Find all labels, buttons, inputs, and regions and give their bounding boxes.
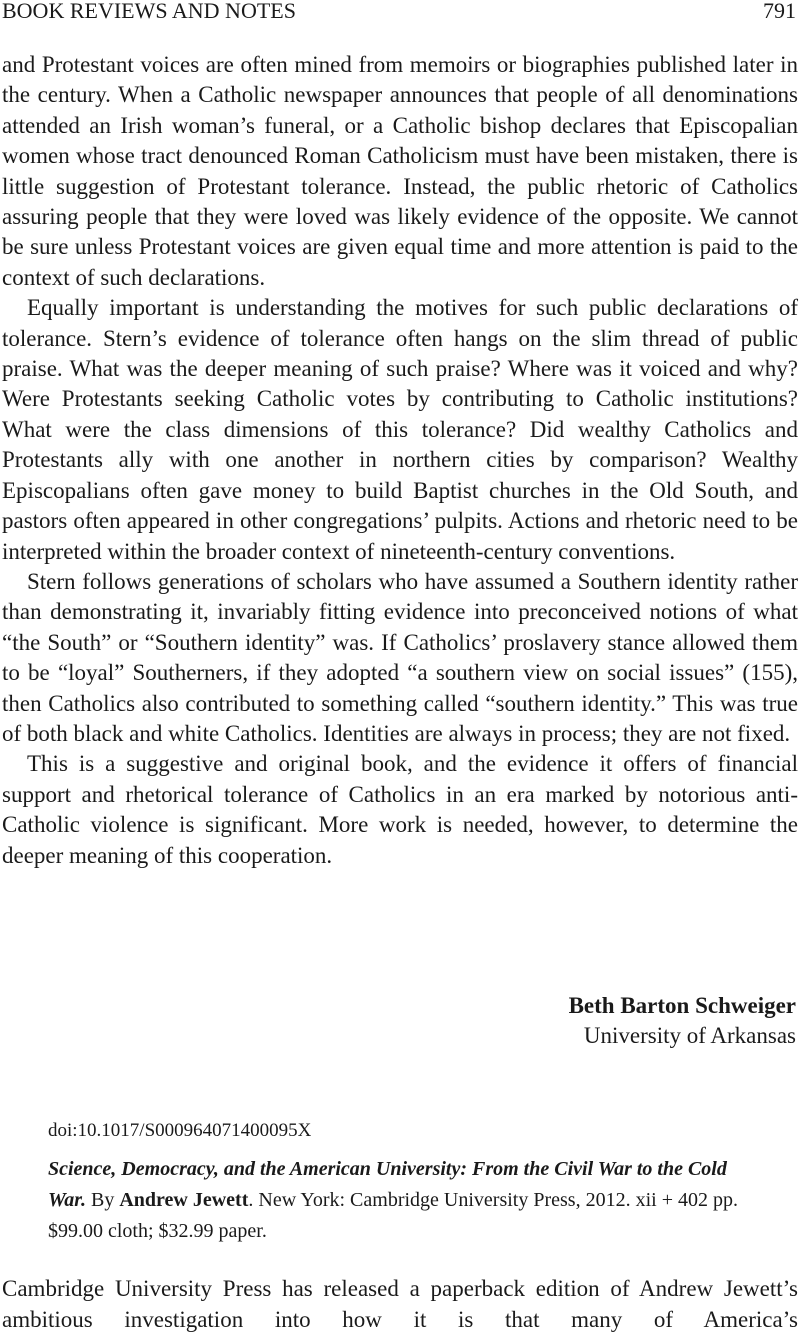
- running-head: [2, 0, 798, 28]
- page-number: 791: [763, 0, 796, 23]
- publication-details: . New York: Cambridge University Press, 2012. xii + 402 pp. $99.00 cloth; $32.99 paper.: [48, 1189, 738, 1242]
- reviewer-affiliation: University of Arkansas: [583, 1023, 796, 1048]
- document-page: [2, 0, 798, 1336]
- paragraph-3: Stern follows generations of scholars who have assumed a Southern identity rather than demonstrating it, invariably fitting evidence into preconceived notions of what “the South” or “Southern identity” was. If Catholics’ proslavery stance allowed them to be “loyal” Southerners, if they adopted “a southern view on social issues” (155), then Catholics also contributed to something called “southern identity.” This was true of both black and white Catholics. Identities are always in process; they are not fixed.: [2, 568, 798, 746]
- doi: doi:10.1017/S000964071400095X: [48, 1120, 312, 1141]
- reviewer-signature: [569, 991, 796, 1051]
- reviewer-name: Beth Barton Schweiger: [568, 993, 796, 1018]
- book-citation: [48, 1154, 758, 1247]
- by-label: By: [85, 1189, 120, 1211]
- next-review-paragraph-1: Cambridge University Press has released a paperback edition of Andrew Jewett’s ambitious investigation into how it is that many of America’s: [2, 1276, 798, 1332]
- book-title: Science, Democracy, and the American University: From the Civil War to the Cold War.: [48, 1158, 727, 1211]
- paragraph-2: Equally important is understanding the motives for such public declarations of tolerance. Stern’s evidence of tolerance often hangs on the slim thread of public praise. What was the deeper meaning of such praise? Where was it voiced and why? Were Protestants seeking Catholic votes by contributing to Catholic institutions? What were the class dimensions of this tolerance? Did wealthy Catholics and Protestants ally with one another in northern cities by comparison? Wealthy Episcopalians often gave money to build Baptist churches in the Old South, and pastors often appeared in other congregations’ pulpits. Actions and rhetoric need to be interpreted within the broader context of nineteenth-century conventions.: [2, 295, 798, 564]
- book-author: Andrew Jewett: [119, 1189, 249, 1211]
- next-review-header: [48, 1118, 758, 1247]
- paragraph-4: This is a suggestive and original book, and the evidence it offers of financial support and rhetorical tolerance of Catholics in an era marked by notorious anti-Catholic violence is significant. More work is needed, however, to determine the deeper meaning of this cooperation.: [2, 751, 798, 868]
- running-head-title: BOOK REVIEWS AND NOTES: [2, 0, 296, 23]
- review-body: [2, 50, 798, 871]
- next-review-body: [2, 1273, 798, 1335]
- paragraph-1: and Protestant voices are often mined from memoirs or biographies published later in the century. When a Catholic newspaper announces that people of all denominations attended an Irish woman’s funeral, or a Catholic bishop declares that Episcopalian women whose tract denounced Roman Catholicism must have been mistaken, there is little suggestion of Protestant tolerance. Instead, the public rhetoric of Catholics assuring people that they were loved was likely evidence of the opposite. We cannot be sure unless Protestant voices are given equal time and more attention is paid to the context of such declarations.: [2, 52, 798, 290]
